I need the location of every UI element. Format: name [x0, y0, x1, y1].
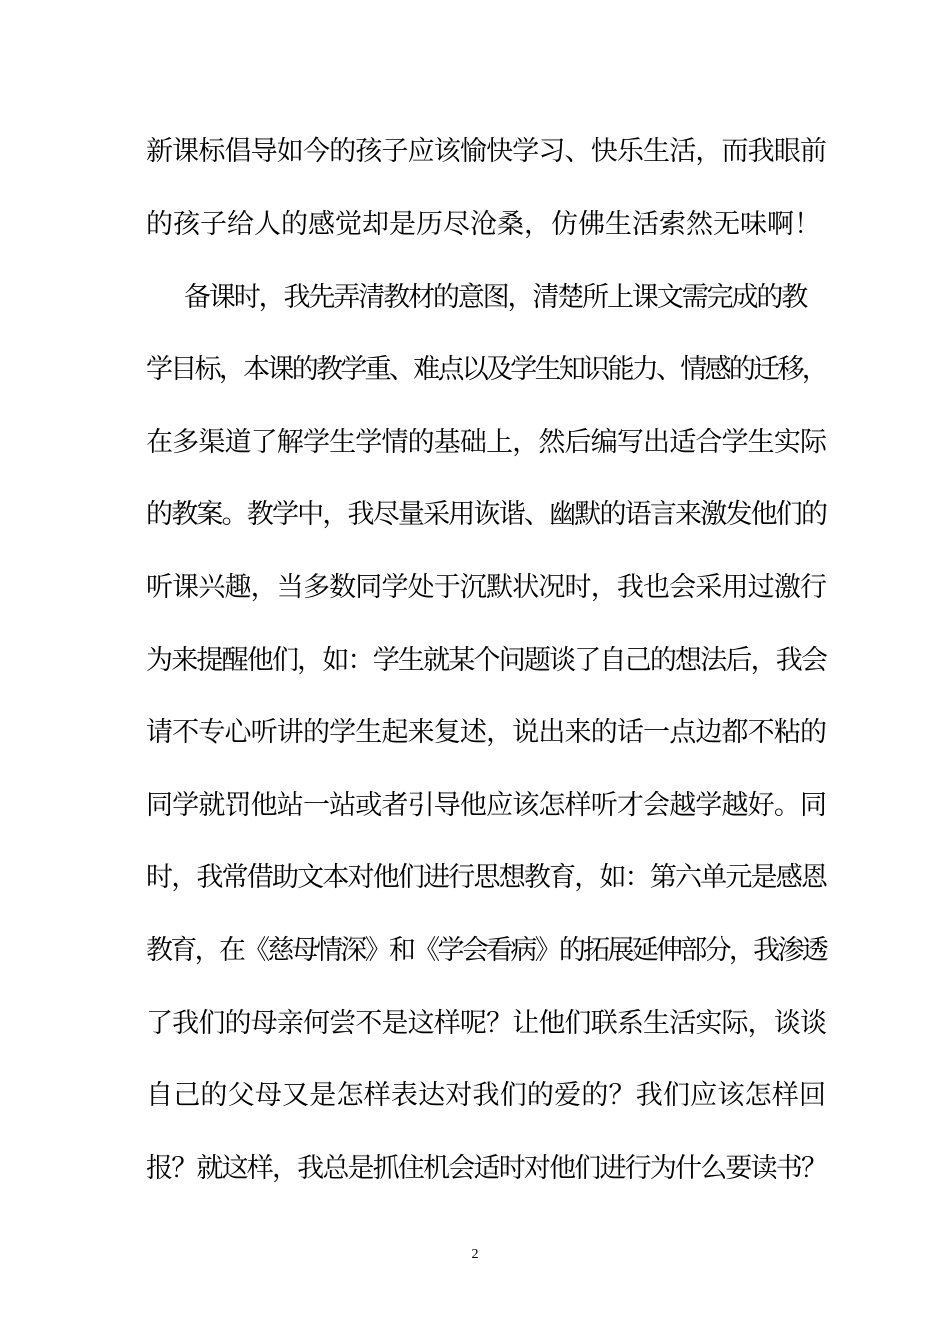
paragraph-line-13: 了我们的母亲何尝不是这样呢？让他们联系生活实际，谈谈 — [146, 1008, 826, 1039]
paragraph-line-2: 的孩子给人的感觉却是历尽沧桑，仿佛生活索然无味啊！ — [146, 209, 821, 240]
paragraph-line-14: 自己的父母又是怎样表达对我们的爱的？我们应该怎样回 — [146, 1080, 826, 1111]
paragraph-line-15: 报？就这样，我总是抓住机会适时对他们进行为什么要读书？ — [146, 1153, 826, 1184]
paragraph-line-9: 请不专心听讲的学生起来复述，说出来的话一点边都不粘的 — [146, 717, 826, 748]
paragraph-line-6: 的教案。教学中，我尽量采用诙谐、幽默的语言来激发他们的 — [146, 499, 826, 530]
paragraph-line-3: 备课时，我先弄清教材的意图，清楚所上课文需完成的教 — [184, 282, 806, 313]
paragraph-line-5: 在多渠道了解学生学情的基础上，然后编写出适合学生实际 — [146, 427, 826, 458]
paragraph-line-11: 时，我常借助文本对他们进行思想教育，如：第六单元是感恩 — [146, 862, 826, 893]
paragraph-line-7: 听课兴趣，当多数同学处于沉默状况时，我也会采用过激行 — [146, 572, 826, 603]
paragraph-line-10: 同学就罚他站一站或者引导他应该怎样听才会越学越好。同 — [146, 790, 826, 821]
paragraph-line-8: 为来提醒他们，如：学生就某个问题谈了自己的想法后，我会 — [146, 645, 826, 676]
paragraph-line-12: 教育，在《慈母情深》和《学会看病》的拓展延伸部分，我渗透 — [146, 935, 826, 966]
page-number: 2 — [471, 1247, 479, 1262]
paragraph-line-1: 新课标倡导如今的孩子应该愉快学习、快乐生活，而我眼前 — [146, 136, 826, 167]
paragraph-line-4: 学目标，本课的教学重、难点以及学生知识能力、情感的迁移， — [146, 354, 826, 385]
